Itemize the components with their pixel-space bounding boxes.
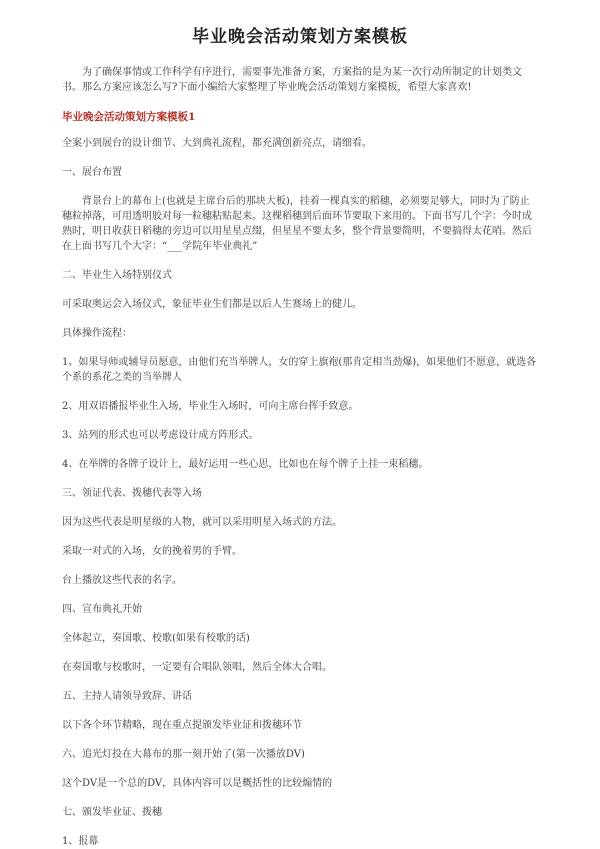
- body-paragraph: 台上播放这些代表的名字。: [62, 575, 182, 586]
- section-heading: 六、追光灯投在大幕布的那一刻开始了(第一次播放DV): [62, 749, 305, 760]
- body-paragraph: 背景台上的幕布上(也就是主席台后的那块大板)，挂着一棵真实的稻穗，必须要足够大，同时为了防止穗粒掉落，可用透明胶对每一粒穗粘贴起来。这棵稻穗到后面环节要取下来用的。下面书写几个字：今时成熟时，明日收获日稻穗的旁边可以用星星点缀，但星星不要太多，整个背景要简明，不要搞得太花哨。然后在上面书写几个大字：“___学院年毕业典礼”: [62, 196, 532, 252]
- document-title: 毕业晚会活动策划方案模板: [192, 27, 408, 47]
- intro-paragraph: 为了确保事情或工作科学有序进行，需要事先准备方案，方案指的是为某一次行动所制定的计划类文书。那么方案应该怎么写?下面小编给大家整理了毕业晚会活动策划方案模板，希望大家喜欢!: [62, 67, 522, 93]
- body-paragraph: 因为这些代表是明星级的人物，就可以采用明星入场式的方法。: [62, 517, 342, 528]
- body-paragraph: 具体操作流程：: [62, 328, 132, 339]
- body-paragraph: 采取一对式的入场，女的挽着男的手臂。: [62, 546, 242, 557]
- body-paragraph: 以下各个环节精略，现在重点提颁发毕业证和拨穗环节: [62, 720, 302, 731]
- section-heading: 五、主持人请领导致辞、讲话: [62, 691, 192, 702]
- section-heading: 三、领证代表、拨穗代表等入场: [62, 488, 202, 499]
- body-paragraph: 在奏国歌与校歌时，一定要有合唱队领唱，然后全体大合唱。: [62, 662, 332, 673]
- body-paragraph: 可采取奥运会入场仪式，象征毕业生们都是以后人生赛场上的健儿。: [62, 299, 362, 310]
- section-heading: 二、毕业生入场特别仪式: [62, 270, 172, 281]
- body-paragraph: 这个DV是一个总的DV，具体内容可以是概括性的比较煽情的: [62, 778, 333, 789]
- list-item: 3、站列的形式也可以考虑设计成方阵形式。: [62, 430, 259, 441]
- section-heading: 七、颁发毕业证、拨穗: [62, 807, 162, 818]
- list-item: 2、用双语播报毕业生入场，毕业生入场时，可向主席台挥手致意。: [62, 401, 359, 412]
- section-heading: 四、宣布典礼开始: [62, 604, 142, 615]
- body-paragraph: 全案小到展台的设计细节、大到典礼流程，都充满创新亮点，请细看。: [62, 138, 372, 149]
- section-subtitle: 毕业晚会活动策划方案模板1: [62, 111, 196, 123]
- list-item: 4、在举牌的各牌子设计上，最好运用一些心思，比如也在每个牌子上挂一束稻穗。: [62, 459, 429, 470]
- body-paragraph: 全体起立，奏国歌、校歌(如果有校歌的话): [62, 633, 250, 644]
- list-item: 1、报幕: [62, 836, 99, 847]
- list-item: 1、如果导师或辅导员愿意，由他们充当举牌人，女的穿上旗袍(那肯定相当劲爆)，如果他们不愿意，就选各个系的系花之类的当举牌人: [62, 357, 537, 383]
- section-heading: 一、展台布置: [62, 167, 122, 178]
